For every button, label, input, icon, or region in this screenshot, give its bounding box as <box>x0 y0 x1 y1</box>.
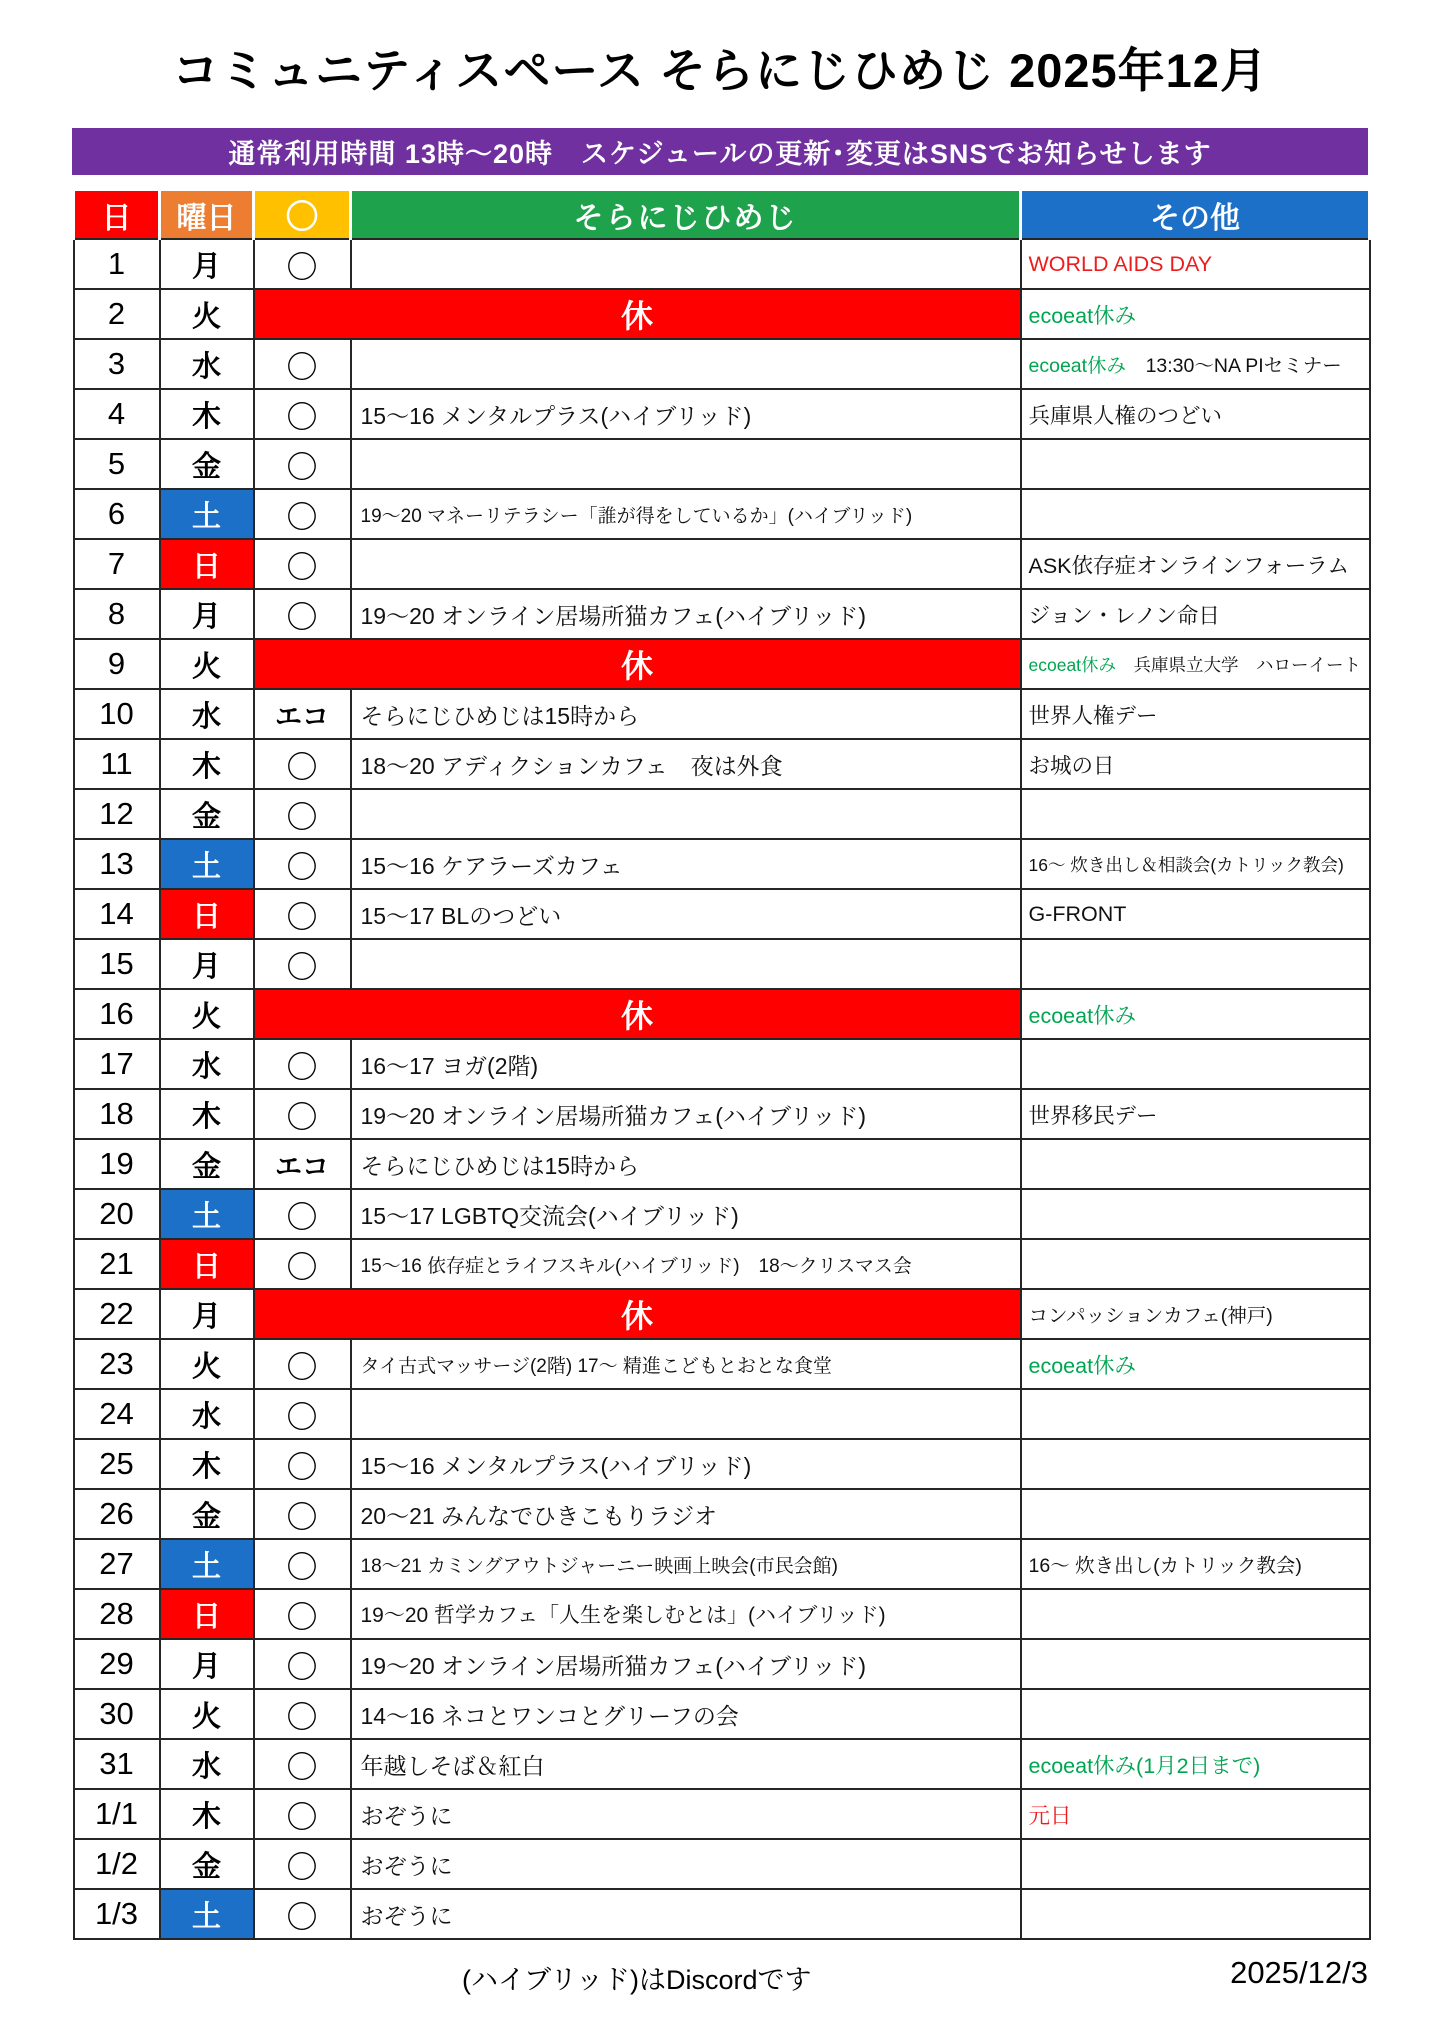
date-cell: 2 <box>74 289 160 339</box>
weekday-cell: 金 <box>160 1489 254 1539</box>
day-row-26 <box>74 1489 1370 1539</box>
date-cell: 11 <box>74 739 160 789</box>
other-cell <box>1021 739 1370 789</box>
weekday-cell: 水 <box>160 689 254 739</box>
header-status: 〇 <box>254 190 351 240</box>
event-cell: 18～20 アディクションカフェ 夜は外食 <box>351 739 1021 789</box>
other-text-segment: 兵庫県人権のつどい <box>1028 403 1223 428</box>
day-row-30 <box>74 1689 1370 1739</box>
event-cell: 19～20 オンライン居場所猫カフェ(ハイブリッド) <box>351 589 1021 639</box>
date-cell: 26 <box>74 1489 160 1539</box>
other-cell <box>1021 1739 1370 1789</box>
event-cell <box>351 439 1021 489</box>
day-row-1-2 <box>74 1839 1370 1889</box>
weekday-cell: 火 <box>160 989 254 1039</box>
date-cell: 22 <box>74 1289 160 1339</box>
event-cell: タイ古式マッサージ(2階) 17～ 精進こどもとおとな食堂 <box>351 1339 1021 1389</box>
date-cell: 14 <box>74 889 160 939</box>
event-cell: 19～20 哲学カフェ「人生を楽しむとは」(ハイブリッド) <box>351 1589 1021 1639</box>
date-cell: 30 <box>74 1689 160 1739</box>
weekday-cell: 水 <box>160 339 254 389</box>
other-cell <box>1021 389 1370 439</box>
date-cell: 12 <box>74 789 160 839</box>
date-cell: 1/1 <box>74 1789 160 1839</box>
status-cell: 〇 <box>254 1039 351 1089</box>
status-cell: 〇 <box>254 589 351 639</box>
date-cell: 9 <box>74 639 160 689</box>
weekday-cell: 木 <box>160 389 254 439</box>
day-row-13 <box>74 839 1370 889</box>
status-cell: 〇 <box>254 1389 351 1439</box>
other-text-segment: ジョン・レノン命日 <box>1028 603 1220 628</box>
other-text-segment: 世界移民デー <box>1028 1103 1158 1128</box>
event-cell: 15～16 ケアラーズカフェ <box>351 839 1021 889</box>
other-cell <box>1021 1789 1370 1839</box>
header-date: 日 <box>74 190 160 240</box>
date-cell: 31 <box>74 1739 160 1789</box>
day-row-14 <box>74 889 1370 939</box>
other-text-segment: 13:30～NA PIセミナー <box>1126 355 1342 377</box>
date-cell: 3 <box>74 339 160 389</box>
date-cell: 5 <box>74 439 160 489</box>
other-cell <box>1021 689 1370 739</box>
header-other: その他 <box>1021 190 1370 240</box>
date-cell: 29 <box>74 1639 160 1689</box>
status-cell: エコ <box>254 1139 351 1189</box>
status-cell: 〇 <box>254 1889 351 1939</box>
weekday-cell: 金 <box>160 1839 254 1889</box>
other-cell <box>1021 639 1370 689</box>
status-cell: 〇 <box>254 339 351 389</box>
date-cell: 20 <box>74 1189 160 1239</box>
other-text-segment: 世界人権デー <box>1028 703 1158 728</box>
event-cell: 15～16 メンタルプラス(ハイブリッド) <box>351 1439 1021 1489</box>
date-cell: 25 <box>74 1439 160 1489</box>
other-cell <box>1021 839 1370 889</box>
date-cell: 1 <box>74 239 160 289</box>
event-cell: 20～21 みんなでひきこもりラジオ <box>351 1489 1021 1539</box>
status-cell: 〇 <box>254 839 351 889</box>
weekday-cell: 木 <box>160 1439 254 1489</box>
other-cell <box>1021 289 1370 339</box>
date-cell: 1/3 <box>74 1889 160 1939</box>
other-text-segment: ASK依存症オンラインフォーラム <box>1028 553 1350 578</box>
date-cell: 4 <box>74 389 160 439</box>
other-cell <box>1021 1039 1370 1089</box>
weekday-cell: 日 <box>160 539 254 589</box>
status-cell: 〇 <box>254 539 351 589</box>
day-row-20 <box>74 1189 1370 1239</box>
other-cell <box>1021 1289 1370 1339</box>
day-row-6 <box>74 489 1370 539</box>
date-cell: 6 <box>74 489 160 539</box>
page-title: コミュニティスペース そらにじひめじ 2025年12月 <box>172 44 1268 97</box>
day-row-10 <box>74 689 1370 739</box>
closed-band: 休 <box>254 989 1021 1039</box>
other-text-segment: コンパッションカフェ(神戸) <box>1028 1305 1273 1327</box>
event-cell: 15～16 依存症とライフスキル(ハイブリッド) 18～クリスマス会 <box>351 1239 1021 1289</box>
day-row-1 <box>74 239 1370 289</box>
event-cell <box>351 789 1021 839</box>
other-cell <box>1021 1089 1370 1139</box>
weekday-cell: 土 <box>160 489 254 539</box>
other-cell <box>1021 1339 1370 1389</box>
other-cell <box>1021 1439 1370 1489</box>
weekday-cell: 月 <box>160 1639 254 1689</box>
day-row-4 <box>74 389 1370 439</box>
event-cell: おぞうに <box>351 1889 1021 1939</box>
weekday-cell: 金 <box>160 1139 254 1189</box>
status-cell: 〇 <box>254 1589 351 1639</box>
other-cell <box>1021 589 1370 639</box>
other-cell <box>1021 1689 1370 1739</box>
event-cell: 19～20 オンライン居場所猫カフェ(ハイブリッド) <box>351 1089 1021 1139</box>
day-row-21 <box>74 1239 1370 1289</box>
day-row-24 <box>74 1389 1370 1439</box>
other-cell <box>1021 439 1370 489</box>
schedule-table <box>72 188 1371 1940</box>
event-cell: そらにじひめじは15時から <box>351 1139 1021 1189</box>
day-row-23 <box>74 1339 1370 1389</box>
header-event: そらにじひめじ <box>351 190 1021 240</box>
date-cell: 18 <box>74 1089 160 1139</box>
other-text-segment: ecoeat休み <box>1028 1003 1137 1028</box>
other-cell <box>1021 239 1370 289</box>
event-cell: おぞうに <box>351 1789 1021 1839</box>
date-cell: 1/2 <box>74 1839 160 1889</box>
event-cell <box>351 939 1021 989</box>
day-row-5 <box>74 439 1370 489</box>
other-text-segment: 16～ 炊き出し＆相談会(カトリック教会) <box>1028 854 1344 875</box>
status-cell: 〇 <box>254 1339 351 1389</box>
date-cell: 28 <box>74 1589 160 1639</box>
other-cell <box>1021 1139 1370 1189</box>
status-cell: 〇 <box>254 1239 351 1289</box>
other-text-segment: ecoeat休み <box>1028 355 1127 377</box>
event-cell <box>351 1389 1021 1439</box>
status-cell: 〇 <box>254 1839 351 1889</box>
day-row-12 <box>74 789 1370 839</box>
other-cell <box>1021 339 1370 389</box>
status-cell: 〇 <box>254 789 351 839</box>
weekday-cell: 土 <box>160 1189 254 1239</box>
status-cell: 〇 <box>254 1739 351 1789</box>
day-row-1-3 <box>74 1889 1370 1939</box>
day-row-27 <box>74 1539 1370 1589</box>
other-text-segment: お城の日 <box>1028 753 1115 778</box>
date-cell: 21 <box>74 1239 160 1289</box>
footer-note: (ハイブリッド)はDiscordです <box>462 1965 812 1995</box>
header-weekday: 曜日 <box>160 190 254 240</box>
other-cell <box>1021 1189 1370 1239</box>
day-row-2 <box>74 289 1370 339</box>
day-row-31 <box>74 1739 1370 1789</box>
status-cell: 〇 <box>254 1489 351 1539</box>
other-cell <box>1021 1389 1370 1439</box>
day-row-1-1 <box>74 1789 1370 1839</box>
status-cell: 〇 <box>254 1089 351 1139</box>
weekday-cell: 土 <box>160 839 254 889</box>
weekday-cell: 月 <box>160 1289 254 1339</box>
other-cell <box>1021 1239 1370 1289</box>
status-cell: エコ <box>254 689 351 739</box>
event-cell: 19～20 オンライン居場所猫カフェ(ハイブリッド) <box>351 1639 1021 1689</box>
other-cell <box>1021 489 1370 539</box>
status-cell: 〇 <box>254 489 351 539</box>
weekday-cell: 火 <box>160 639 254 689</box>
other-cell <box>1021 789 1370 839</box>
day-row-17 <box>74 1039 1370 1089</box>
date-cell: 10 <box>74 689 160 739</box>
status-cell: 〇 <box>254 239 351 289</box>
event-cell: 19～20 マネーリテラシー「誰が得をしているか」(ハイブリッド) <box>351 489 1021 539</box>
weekday-cell: 土 <box>160 1889 254 1939</box>
weekday-cell: 日 <box>160 1589 254 1639</box>
other-text-segment: G-FRONT <box>1028 901 1127 926</box>
weekday-cell: 火 <box>160 289 254 339</box>
weekday-cell: 火 <box>160 1689 254 1739</box>
status-cell: 〇 <box>254 1689 351 1739</box>
other-text-segment: WORLD AIDS DAY <box>1028 251 1213 276</box>
event-cell <box>351 339 1021 389</box>
event-cell: 18～21 カミングアウトジャーニー映画上映会(市民会館) <box>351 1539 1021 1589</box>
footer-date: 2025/12/3 <box>1230 1955 1368 1990</box>
status-cell: 〇 <box>254 1789 351 1839</box>
weekday-cell: 土 <box>160 1539 254 1589</box>
event-cell <box>351 539 1021 589</box>
status-cell: 〇 <box>254 1539 351 1589</box>
day-row-16 <box>74 989 1370 1039</box>
status-cell: 〇 <box>254 939 351 989</box>
other-cell <box>1021 1839 1370 1889</box>
status-cell: 〇 <box>254 739 351 789</box>
other-cell <box>1021 1889 1370 1939</box>
date-cell: 8 <box>74 589 160 639</box>
weekday-cell: 金 <box>160 789 254 839</box>
date-cell: 7 <box>74 539 160 589</box>
event-cell: そらにじひめじは15時から <box>351 689 1021 739</box>
day-row-28 <box>74 1589 1370 1639</box>
weekday-cell: 月 <box>160 589 254 639</box>
event-cell: 15～16 メンタルプラス(ハイブリッド) <box>351 389 1021 439</box>
day-row-15 <box>74 939 1370 989</box>
weekday-cell: 月 <box>160 239 254 289</box>
other-cell <box>1021 1539 1370 1589</box>
weekday-cell: 火 <box>160 1339 254 1389</box>
closed-band: 休 <box>254 289 1021 339</box>
other-text-segment: ecoeat休み <box>1028 654 1117 675</box>
date-cell: 13 <box>74 839 160 889</box>
day-row-11 <box>74 739 1370 789</box>
weekday-cell: 木 <box>160 1089 254 1139</box>
event-cell: 16～17 ヨガ(2階) <box>351 1039 1021 1089</box>
status-cell: 〇 <box>254 1639 351 1689</box>
date-cell: 16 <box>74 989 160 1039</box>
day-row-25 <box>74 1439 1370 1489</box>
weekday-cell: 木 <box>160 1789 254 1839</box>
weekday-cell: 木 <box>160 739 254 789</box>
other-text-segment: 元日 <box>1028 1803 1072 1828</box>
other-text-segment: ecoeat休み(1月2日まで) <box>1028 1753 1261 1778</box>
other-text-segment: 兵庫県立大学 ハローイート <box>1116 654 1362 675</box>
day-row-3 <box>74 339 1370 389</box>
day-row-9 <box>74 639 1370 689</box>
day-row-19 <box>74 1139 1370 1189</box>
status-cell: 〇 <box>254 1189 351 1239</box>
other-cell <box>1021 1589 1370 1639</box>
other-text-segment: ecoeat休み <box>1028 303 1137 328</box>
weekday-cell: 水 <box>160 1039 254 1089</box>
status-cell: 〇 <box>254 1439 351 1489</box>
weekday-cell: 月 <box>160 939 254 989</box>
status-cell: 〇 <box>254 889 351 939</box>
closed-band: 休 <box>254 1289 1021 1339</box>
day-row-22 <box>74 1289 1370 1339</box>
event-cell: おぞうに <box>351 1839 1021 1889</box>
event-cell: 15～17 LGBTQ交流会(ハイブリッド) <box>351 1189 1021 1239</box>
weekday-cell: 金 <box>160 439 254 489</box>
weekday-cell: 水 <box>160 1739 254 1789</box>
day-row-8 <box>74 589 1370 639</box>
date-cell: 24 <box>74 1389 160 1439</box>
other-text-segment: 16～ 炊き出し(カトリック教会) <box>1028 1555 1302 1577</box>
other-cell <box>1021 1639 1370 1689</box>
other-cell <box>1021 939 1370 989</box>
event-cell: 14～16 ネコとワンコとグリーフの会 <box>351 1689 1021 1739</box>
other-cell <box>1021 539 1370 589</box>
other-text-segment: ecoeat休み <box>1028 1353 1137 1378</box>
closed-band: 休 <box>254 639 1021 689</box>
weekday-cell: 日 <box>160 1239 254 1289</box>
status-cell: 〇 <box>254 389 351 439</box>
day-row-18 <box>74 1089 1370 1139</box>
status-cell: 〇 <box>254 439 351 489</box>
date-cell: 15 <box>74 939 160 989</box>
weekday-cell: 水 <box>160 1389 254 1439</box>
table-header-row <box>74 190 1370 240</box>
date-cell: 27 <box>74 1539 160 1589</box>
other-cell <box>1021 989 1370 1039</box>
date-cell: 19 <box>74 1139 160 1189</box>
day-row-7 <box>74 539 1370 589</box>
weekday-cell: 日 <box>160 889 254 939</box>
event-cell: 年越しそば＆紅白 <box>351 1739 1021 1789</box>
other-cell <box>1021 889 1370 939</box>
date-cell: 17 <box>74 1039 160 1089</box>
other-cell <box>1021 1489 1370 1539</box>
event-cell <box>351 239 1021 289</box>
day-row-29 <box>74 1639 1370 1689</box>
event-cell: 15～17 BLのつどい <box>351 889 1021 939</box>
info-banner: 通常利用時間 13時～20時 スケジュールの更新･変更はSNSでお知らせします <box>72 128 1368 175</box>
date-cell: 23 <box>74 1339 160 1389</box>
